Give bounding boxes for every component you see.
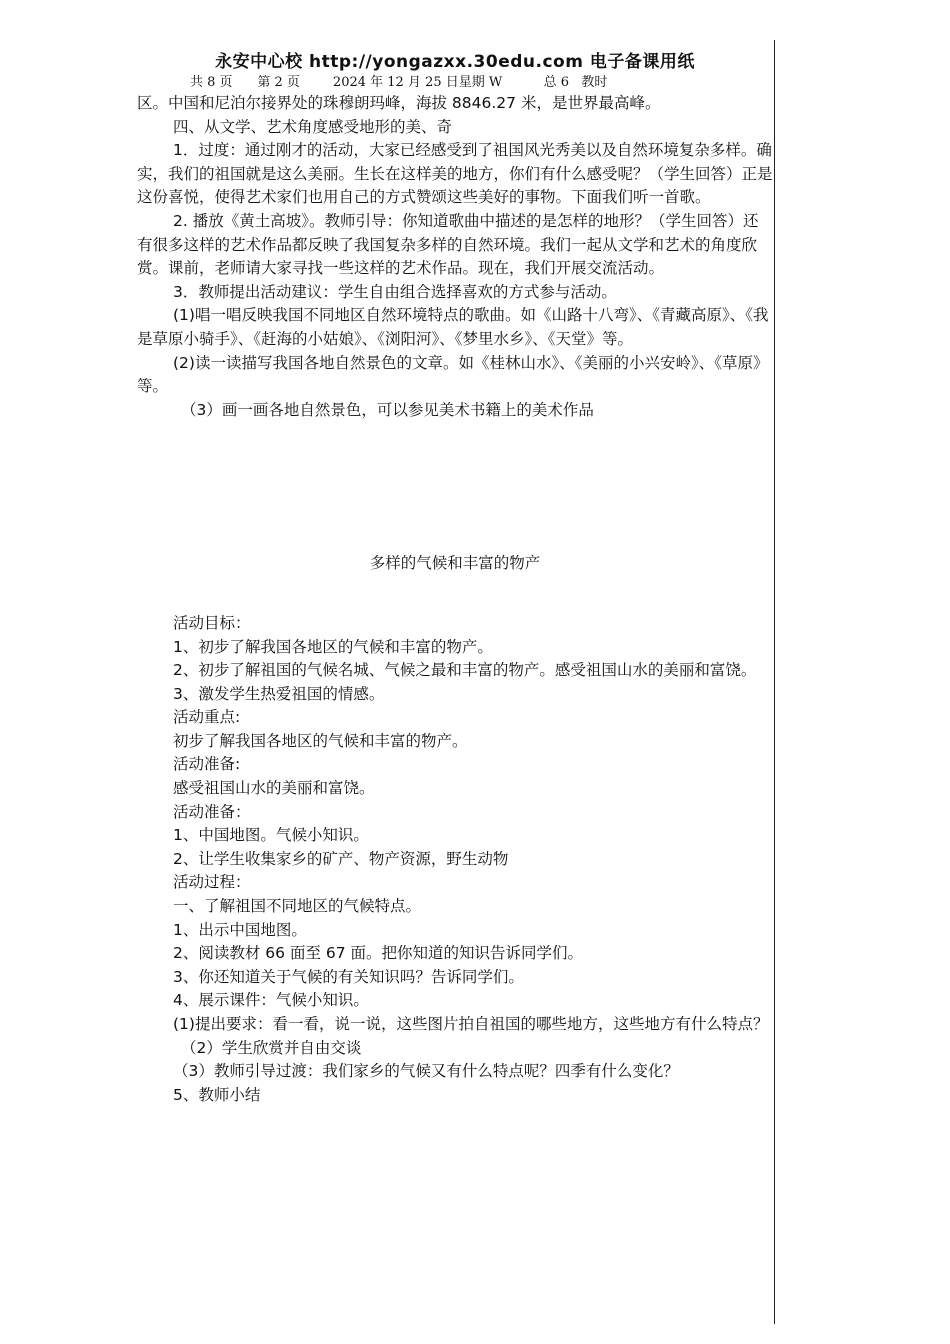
paragraph: 2. 播放《黄土高坡》。教师引导：你知道歌曲中描述的是怎样的地形？（学生回答）还有很多这样的艺术作品都反映了我国复杂多样的自然环境。我们一起从文学和艺术的角度欣赏。课前，老师请大家寻找一些这样的艺术作品。现在，我们开展交流活动。 — [137, 211, 759, 278]
paragraph: 区。中国和尼泊尔接界处的珠穆朗玛峰，海拔 8846.27 米，是世界最高峰。 — [137, 94, 661, 112]
paragraph: 活动准备： — [173, 802, 251, 821]
paragraph: 1．过度：通过刚才的活动，大家已经感受到了祖国风光秀美以及自然环境复杂多样。确实，我们的祖国就是这么美丽。生长在这样美的地方，你们有什么感受呢？（学生回答）正是这份喜悦，使得艺术家们也用自己的方式赞颂这些美好的事物。下面我们听一首歌。 — [137, 141, 773, 207]
paragraph: 1、初步了解我国各地区的气候和丰富的物产。 — [173, 637, 493, 656]
paragraph: (1)提出要求：看一看，说一说，这些图片拍自祖国的哪些地方，这些地方有什么特点？ — [173, 1015, 769, 1033]
paragraph: 活动准备: — [173, 755, 241, 774]
paragraph: 1、中国地图。气候小知识。 — [173, 826, 369, 845]
paragraph: 2、阅读教材 66 面至 67 面。把你知道的知识告诉同学们。 — [173, 944, 584, 963]
paragraph: 1、出示中国地图。 — [173, 920, 307, 939]
margin-rule — [774, 40, 775, 1324]
paragraph: (2)读一读描写我国各地自然景色的文章。如《桂林山水》、《美丽的小兴安岭》、《草原》等。 — [137, 353, 769, 396]
paragraph: 5、教师小结 — [173, 1085, 261, 1104]
paragraph: 四、从文学、艺术角度感受地形的美、奇 — [173, 117, 453, 136]
section-title: 多样的气候和丰富的物产 — [369, 554, 541, 573]
paragraph: 活动过程： — [173, 873, 251, 892]
paragraph: 感受祖国山水的美丽和富饶。 — [173, 779, 375, 798]
paragraph: （3）画一画各地自然景色，可以参见美术书籍上的美术作品 — [181, 400, 594, 419]
spacer — [137, 422, 773, 542]
header-title: 永安中心校 http://yongazxx.30edu.com 电子备课用纸 — [215, 52, 695, 72]
document-body — [137, 92, 773, 1107]
paragraph: 3．教师提出活动建议：学生自由组合选择喜欢的方式参与活动。 — [173, 282, 617, 301]
paragraph: 2、初步了解祖国的气候名城、气候之最和丰富的物产。感受祖国山水的美丽和富饶。 — [173, 661, 757, 680]
paragraph: 初步了解我国各地区的气候和丰富的物产。 — [173, 731, 468, 750]
paragraph: 4、展示课件：气候小知识。 — [173, 991, 369, 1010]
paragraph: 活动目标： — [173, 613, 251, 632]
paragraph: （2）学生欣赏并自由交谈 — [181, 1038, 362, 1057]
header-meta: 共 8 页 第 2 页 2024 年 12 月 25 日星期 W 总 6 教时 — [190, 75, 608, 90]
paragraph: （3）教师引导过渡：我们家乡的气候又有什么特点呢？四季有什么变化？ — [173, 1062, 679, 1081]
paragraph: 3、激发学生热爱祖国的情感。 — [173, 684, 385, 703]
paragraph: (1)唱一唱反映我国不同地区自然环境特点的歌曲。如《山路十八弯》、《青藏高原》、《我是草原小骑手》、《赶海的小姑娘》、《浏阳河》、《梦里水乡》、《天堂》等。 — [137, 306, 769, 348]
paragraph: 一、了解祖国不同地区的气候特点。 — [173, 897, 422, 916]
paragraph: 2、让学生收集家乡的矿产、物产资源，野生动物 — [173, 849, 509, 868]
paragraph: 活动重点: — [173, 708, 241, 727]
paragraph: 3、你还知道关于气候的有关知识吗？告诉同学们。 — [173, 967, 524, 986]
